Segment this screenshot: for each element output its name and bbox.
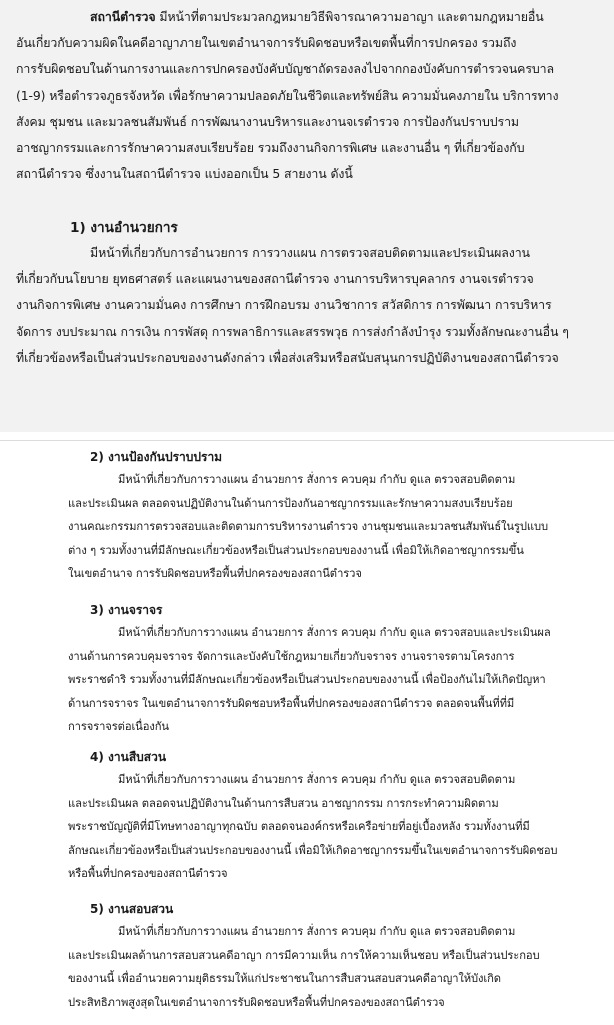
intro-line: อาชญากรรมและการรักษาความสงบเรียบร้อย รวมถึงงานกิจการพิเศษ และงานอื่น ๆ ที่เกี่ยวข้องกับ	[16, 140, 525, 156]
intro-line: อันเกี่ยวกับความผิดในคดีอาญาภายในเขตอำนาจการรับผิดชอบหรือเขตพื้นที่การปกครอง รวมถึง	[16, 35, 517, 51]
section-paragraph	[0, 621, 551, 739]
section-line: งานคณะกรรมการตรวจสอบและติดตามการบริหารงานตำรวจ งานชุมชนและมวลชนสัมพันธ์ในรูปแบบ	[68, 520, 548, 534]
section-heading: 4) งานสืบสวน	[90, 750, 167, 764]
section-line: ลักษณะเกี่ยวข้องหรือเป็นส่วนประกอบของงานนี้ เพื่อมิให้เกิดอาชญากรรมขึ้นในเขตอำนาจการรับผิดชอบ	[68, 843, 558, 857]
section-line: ที่เกี่ยวกับนโยบาย ยุทธศาสตร์ และแผนงานของสถานีตำรวจ งานการบริหารบุคลากร งานจเรตำรวจ	[16, 271, 534, 287]
section-heading: 1) งานอำนวยการ	[70, 220, 178, 236]
intro-line: สังคม ชุมชน และมวลชนสัมพันธ์ การพัฒนางานบริหารและงานจเรตำรวจ การป้องกันปราบปราม	[16, 113, 519, 129]
intro-paragraph	[0, 4, 558, 187]
section-line: มีหน้าที่เกี่ยวกับการวางแผน อำนวยการ สั่งการ ควบคุม กำกับ ดูแล ตรวจสอบติดตาม	[118, 473, 516, 486]
section-paragraph	[0, 768, 557, 886]
section-paragraph	[0, 920, 540, 1014]
intro-line: (1-9) หรือตำรวจภูธรจังหวัด เพื่อรักษาความปลอดภัยในชีวิตและทรัพย์สิน ความมั่นคงภายใน บริการทาง	[16, 87, 559, 103]
section-paragraph	[0, 468, 548, 586]
intro-line: มีหน้าที่ตามประมวลกฎหมายวิธีพิจารณาความอาญา และตามกฎหมายอื่น	[159, 9, 544, 24]
intro-lead: สถานีตำรวจ	[90, 9, 156, 24]
section-line: ด้านการจราจร ในเขตอำนาจการรับผิดชอบหรือพื้นที่ปกครองของสถานีตำรวจ ตลอดจนพื้นที่ที่มี	[68, 696, 515, 710]
section-line: และประเมินผลด้านการสอบสวนคดีอาญา การมีความเห็น การให้ความเห็นชอบ หรือเป็นส่วนประกอบ	[68, 948, 540, 962]
section-line: พระราชดำริ รวมทั้งงานที่มีลักษณะเกี่ยวข้องหรือเป็นส่วนประกอบของงานนี้ เพื่อป้องกันไม่ให้เกิดปัญหา	[68, 673, 546, 687]
section-line: และประเมินผล ตลอดจนปฏิบัติงานในด้านการป้องกันอาชญากรรมและรักษาความสงบเรียบร้อย	[68, 496, 513, 510]
section-line: ที่เกี่ยวข้องหรือเป็นส่วนประกอบของงานดังกล่าว เพื่อส่งเสริมหรือสนับสนุนการปฏิบัติงานของสถานีตำรวจ	[16, 349, 559, 365]
section-line: จัดการ งบประมาณ การเงิน การพัสดุ การพลาธิการและสรรพวุธ การส่งกำลังบำรุง รวมทั้งลักษณะงานอื่น ๆ	[16, 323, 569, 339]
document-page-top	[0, 0, 614, 432]
intro-line: การรับผิดชอบในด้านการงานและการปกครองบังคับบัญชาถัดรองลงไปจากกองบังคับการตำรวจนครบาล	[16, 61, 554, 77]
section-line: มีหน้าที่เกี่ยวกับการวางแผน อำนวยการ สั่งการ ควบคุม กำกับ ดูแล ตรวจสอบติดตาม	[118, 925, 516, 938]
section-heading: 2) งานป้องกันปราบปราม	[90, 450, 223, 464]
section-heading: 3) งานจราจร	[90, 603, 163, 617]
section-line: ในเขตอำนาจ การรับผิดชอบหรือพื้นที่ปกครองของสถานีตำรวจ	[68, 567, 362, 581]
intro-line: สถานีตำรวจ ซึ่งงานในสถานีตำรวจ แบ่งออกเป็น 5 สายงาน ดังนี้	[16, 166, 353, 182]
section-line: ของงานนี้ เพื่ออำนวยความยุติธรรมให้แก่ประชาชนในการสืบสวนสอบสวนคดีอาญาให้บังเกิด	[68, 972, 501, 986]
section-heading: 5) งานสอบสวน	[90, 902, 174, 916]
section-paragraph	[0, 240, 569, 371]
section-line: มีหน้าที่เกี่ยวกับการวางแผน อำนวยการ สั่งการ ควบคุม กำกับ ดูแล ตรวจสอบและประเมินผล	[118, 626, 551, 639]
section-line: งานกิจการพิเศษ งานความมั่นคง การศึกษา การฝึกอบรม งานวิชาการ สวัสดิการ การพัฒนา การบริหาร	[16, 297, 552, 313]
section-line: ประสิทธิภาพสูงสุดในเขตอำนาจการรับผิดชอบหรือพื้นที่ปกครองของสถานีตำรวจ	[68, 995, 445, 1009]
section-line: หรือพื้นที่ปกครองของสถานีตำรวจ	[68, 867, 228, 881]
section-line: ต่าง ๆ รวมทั้งงานที่มีลักษณะเกี่ยวข้องหรือเป็นส่วนประกอบของงานนี้ เพื่อมิให้เกิดอาชญากรรมขึ้น	[68, 543, 524, 557]
section-line: พระราชบัญญัติที่มีโทษทางอาญาทุกฉบับ ตลอดจนองค์กรหรือเครือข่ายที่อยู่เบื้องหลัง รวมทั้งงานที่มี	[68, 820, 530, 834]
section-line: มีหน้าที่เกี่ยวกับการอำนวยการ การวางแผน การตรวจสอบติดตามและประเมินผลงาน	[90, 245, 530, 260]
section-line: งานด้านการควบคุมจราจร จัดการและบังคับใช้กฎหมายเกี่ยวกับจราจร งานจราจรตามโครงการ	[68, 649, 515, 663]
section-line: และประเมินผล ตลอดจนปฏิบัติงานในด้านการสืบสวน อาชญากรรม การกระทำความผิดตาม	[68, 796, 499, 810]
section-line: มีหน้าที่เกี่ยวกับการวางแผน อำนวยการ สั่งการ ควบคุม กำกับ ดูแล ตรวจสอบติดตาม	[118, 773, 516, 786]
section-line: การจราจรต่อเนื่องกัน	[68, 720, 169, 734]
document-page-bottom	[0, 440, 614, 1025]
